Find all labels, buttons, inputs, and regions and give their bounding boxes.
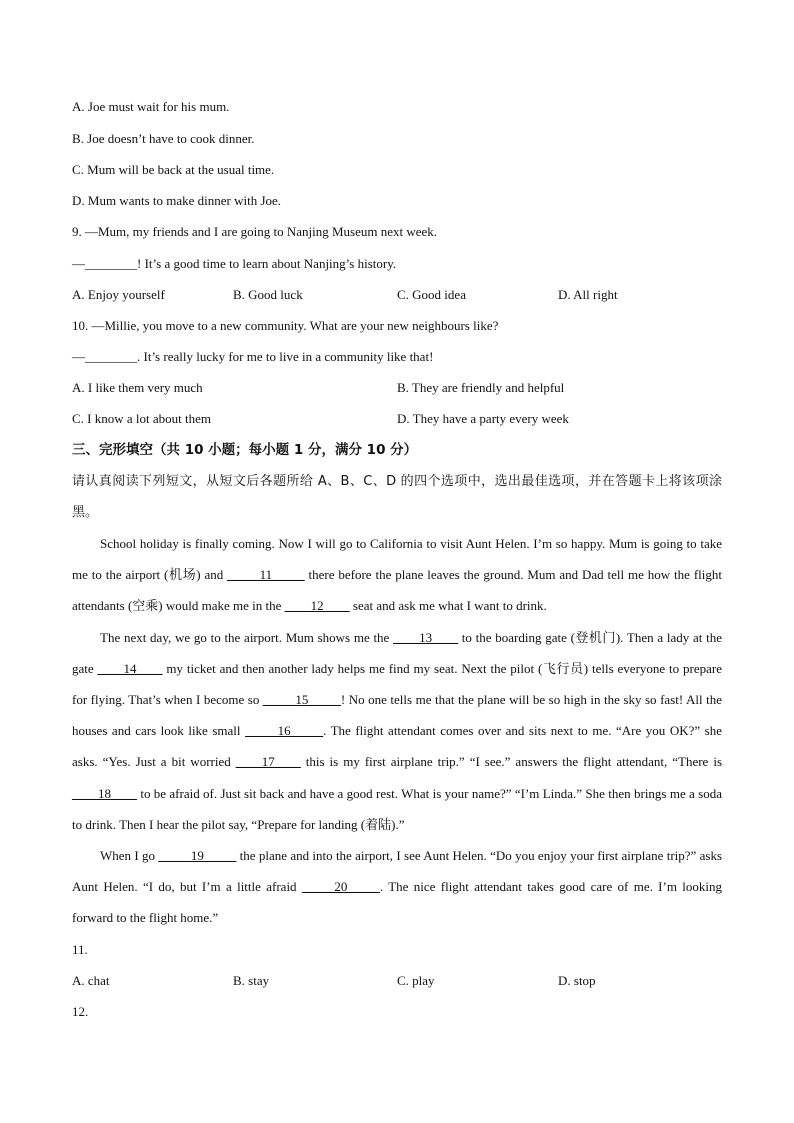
passage-text: my ticket and then another lady helps me find my seat. Next the pilot (飞行员) tells everyone to prepare for flying. That’s when I become so	[72, 660, 722, 708]
blank-19: _____19_____	[158, 848, 237, 864]
passage-text: . The nice flight attendant takes good care of me. I’m looking forward to the flight home.”	[72, 879, 722, 926]
q10-options-row1	[72, 380, 722, 396]
passage-text: seat and ask me what I want to drink.	[349, 598, 547, 614]
blank-13: ____13____	[393, 629, 459, 645]
passage-text: School holiday is finally coming. Now I will go to California to visit Aunt Helen. I’m so happy. Mum is going to take me to the airport (机场) and	[72, 536, 722, 583]
passage-text: to be afraid of. Just sit back and have a good rest. What is your name?” “I’m Linda.” She then brings me a soda to drink. Then I hear the pilot say, “Prepare for landing (着陆).”	[72, 785, 722, 832]
passage-text: When I go	[100, 848, 159, 864]
q9-reply-blank: —________	[72, 256, 137, 271]
passage-text: to the boarding gate (登机门). Then a lady at the gate	[72, 629, 722, 676]
blank-15: _____15_____	[262, 692, 341, 708]
passage-paragraph-1	[72, 528, 722, 622]
passage-paragraph-2	[72, 622, 722, 840]
q11-options	[72, 973, 722, 989]
blank-20: _____20_____	[301, 879, 380, 895]
q11-option-d: D. stop	[558, 973, 596, 988]
q8-option-a: A. Joe must wait for his mum.	[72, 99, 230, 114]
blank-17: ____17____	[235, 754, 301, 770]
q11-option-a: A. chat	[72, 973, 110, 988]
q9-option-b: B. Good luck	[233, 287, 303, 302]
blank-16: _____16_____	[245, 723, 324, 739]
q11-option-b: B. stay	[233, 973, 270, 988]
section-heading: 三、完形填空（共 10 小题；每小题 1 分，满分 10 分）	[72, 442, 418, 458]
passage-paragraph-3	[72, 840, 722, 934]
passage-text: the plane and into the airport, I see Aunt Helen. “Do you enjoy your first airplane trip?” asks Aunt Helen. “I do, but I’m a little afraid	[72, 848, 722, 895]
q8-option-c: C. Mum will be back at the usual time.	[72, 162, 275, 177]
passage-text: ! No one tells me that the plane will be so high in the sky so fast! All the houses and cars look like small	[72, 692, 722, 739]
q11-number: 11.	[72, 942, 88, 957]
q9-option-c: C. Good idea	[397, 287, 466, 302]
q9-prompt: 9. —Mum, my friends and I are going to Nanjing Museum next week.	[72, 224, 438, 239]
q10-reply	[72, 349, 433, 365]
q12-number: 12.	[72, 1004, 89, 1019]
q9-option-d: D. All right	[558, 287, 618, 302]
q9-reply	[72, 256, 396, 272]
section-instruction: 请认真阅读下列短文，从短文后各题所给 A、B、C、D 的四个选项中，选出最佳选项，并在答题卡上将该项涂黑。	[72, 474, 722, 520]
blank-14: ____14____	[97, 660, 163, 676]
q10-option-c: C. I know a lot about them	[72, 411, 212, 426]
q10-prompt: 10. —Millie, you move to a new community. What are your new neighbours like?	[72, 318, 499, 333]
q10-reply-blank: —________	[72, 349, 137, 364]
q10-reply-text: . It’s really lucky for me to live in a community like that!	[137, 349, 434, 364]
blank-11: _____11_____	[227, 567, 305, 583]
q10-options-row2	[72, 411, 722, 427]
passage-text: this is my first airplane trip.” “I see.” answers the flight attendant, “There is	[300, 754, 723, 770]
passage	[72, 528, 722, 934]
blank-12: ____12____	[284, 598, 350, 614]
blank-18: ____18____	[72, 785, 137, 801]
q10-option-a: A. I like them very much	[72, 380, 203, 395]
q10-option-d: D. They have a party every week	[397, 411, 569, 426]
passage-text: there before the plane leaves the ground. Mum and Dad tell me how the flight attendants (空乘) would make me in the	[72, 567, 722, 614]
q9-reply-text: ! It’s a good time to learn about Nanjing’s history.	[137, 256, 397, 271]
q8-option-b: B. Joe doesn’t have to cook dinner.	[72, 131, 255, 146]
q11-option-c: C. play	[397, 973, 435, 988]
q10-option-b: B. They are friendly and helpful	[397, 380, 565, 395]
q9-options	[72, 287, 722, 303]
q9-option-a: A. Enjoy yourself	[72, 287, 165, 302]
passage-text: The next day, we go to the airport. Mum shows me the	[100, 629, 394, 645]
passage-text: . The flight attendant comes over and sits next to me. “Are you OK?” she asks. “Yes. Just a bit worried	[72, 723, 722, 770]
q8-option-d: D. Mum wants to make dinner with Joe.	[72, 193, 282, 208]
